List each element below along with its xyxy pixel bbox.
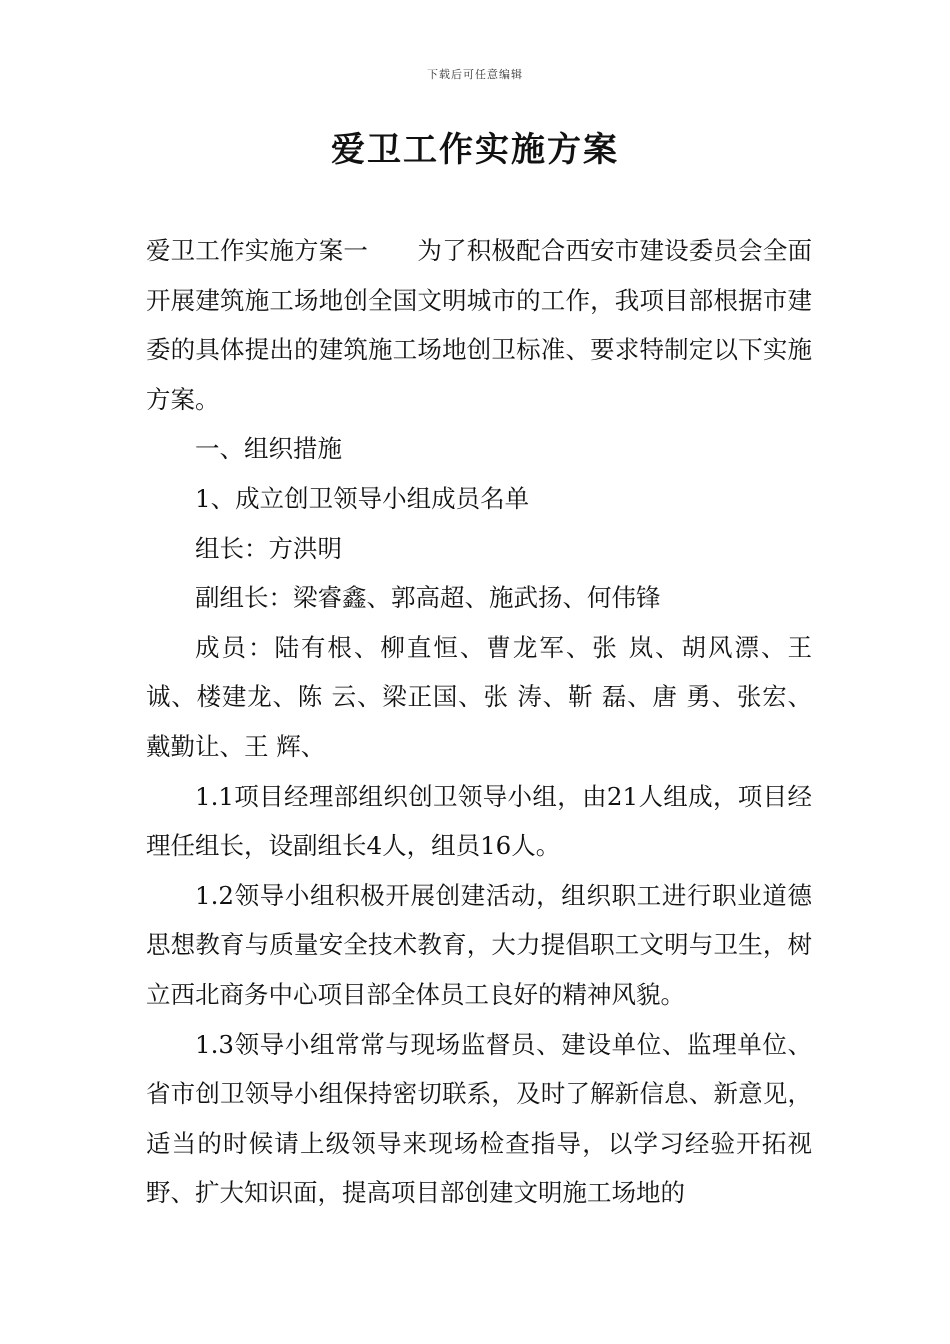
document-body bbox=[146, 226, 812, 1218]
paragraph-deputy-leaders: 副组长：梁睿鑫、郭高超、施武扬、何伟锋 bbox=[195, 583, 661, 613]
paragraph-leader: 组长：方洪明 bbox=[195, 533, 342, 563]
paragraph-intro: 爱卫工作实施方案一 为了积极配合西安市建设委员会全面开展建筑施工场地创全国文明城市的工作，我项目部根据市建委的具体提出的建筑施工场地创卫标准、要求特制定以下实施方案。 bbox=[146, 236, 812, 414]
paragraph-subsection-heading: 1、成立创卫领导小组成员名单 bbox=[195, 483, 530, 513]
paragraph-members: 成员：陆有根、柳直恒、曹龙军、张 岚、胡风漂、王诚、楼建龙、陈 云、梁正国、张 涛、靳 磊、唐 勇、张宏、戴勤让、王 辉、 bbox=[146, 632, 812, 761]
paragraph-item-1-1: 1.1项目经理部组织创卫领导小组，由21人组成，项目经理任组长，设副组长4人，组员16人。 bbox=[146, 781, 812, 861]
paragraph-item-1-2: 1.2领导小组积极开展创建活动，组织职工进行职业道德思想教育与质量安全技术教育，大力提倡职工文明与卫生，树立西北商务中心项目部全体员工良好的精神风貌。 bbox=[146, 880, 812, 1009]
paragraph-section-heading: 一、组织措施 bbox=[195, 434, 342, 464]
document-title: 爱卫工作实施方案 bbox=[331, 130, 619, 170]
paragraph-item-1-3: 1.3领导小组常常与现场监督员、建设单位、监理单位、省市创卫领导小组保持密切联系，及时了解新信息、新意见，适当的时候请上级领导来现场检查指导，以学习经验开拓视野、扩大知识面，提高项目部创建文明施工场地的 bbox=[146, 1029, 812, 1208]
page-header-note: 下载后可任意编辑 bbox=[427, 68, 523, 81]
